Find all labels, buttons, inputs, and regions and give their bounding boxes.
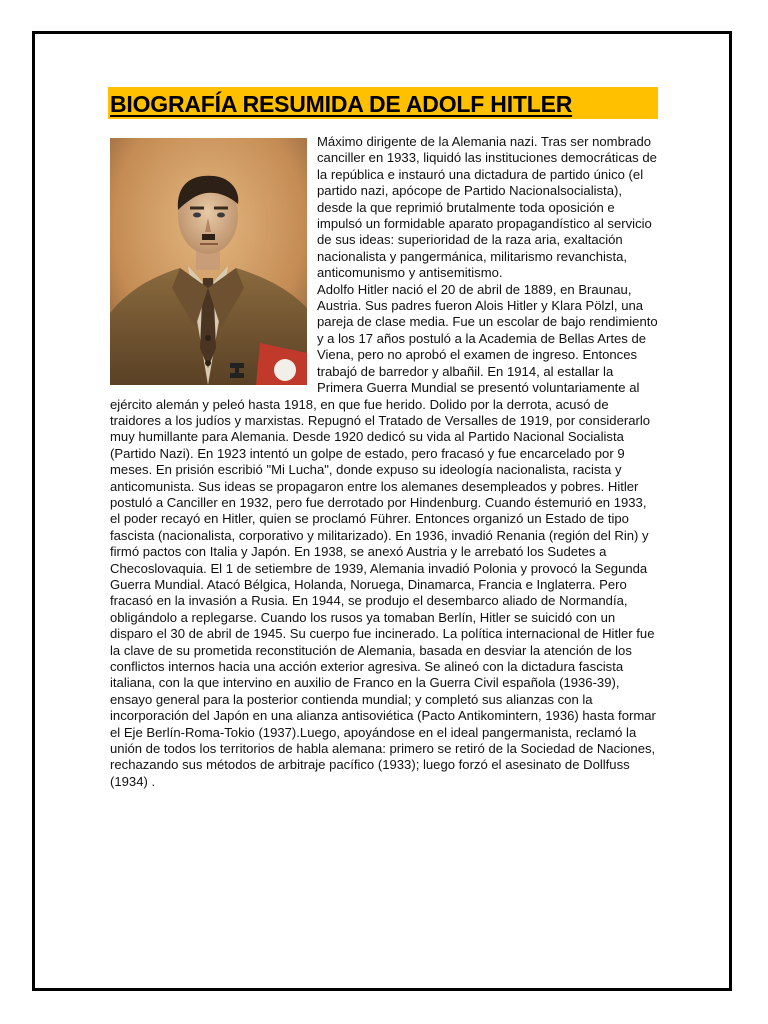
paragraph-biography: Adolfo Hitler nació el 20 de abril de 1889, en Braunau, Austria. Sus padres fueron Alois Hitler y Klara Pölzl, una pareja de clase media. Fue un escolar de bajo rendimiento y a los 17 años postuló a la Academia de Bellas Artes de Viena, pero no aprobó el examen de ingreso. Entonces trabajó de barredor y albañil. En 1914, al estallar la Primera Guerra Mundial se presentó voluntariamente al ejército alemán y peleó hasta 1918, en que fue herido. Dolido por la derrota, acusó de traidores a los judíos y marxistas. Repugnó el Tratado de Versalles de 1919, por considerarlo muy humillante para Alemania. Desde 1920 dedicó su vida al Partido Nacional Socialista (Partido Nazi). En 1923 intentó un golpe de estado, pero fracasó y fue encarcelado por 9 meses. En prisión escribió "Mi Lucha", donde expuso su ideología nacionalista, racista y anticomunista. Sus ideas se propagaron entre los alemanes desempleados y pobres. Hitler postuló a Canciller en 1932, pero fue derrotado por Hindenburg. Cuando éstemurió en 1933, el poder recayó en Hitler, quien se proclamó Führer. Entonces organizó un Estado de tipo fascista (nacionalista, corporativo y militarizado). En 1936, invadió Renania (región del Rin) y firmó pactos con Italia y Japón. En 1938, se anexó Austria y le arrebató los Sudetes a Checoslovaquia. El 1 de setiembre de 1939, Alemania invadió Polonia y provocó la Segunda Guerra Mundial. Atacó Bélgica, Holanda, Noruega, Dinamarca, Francia e Inglaterra. Pero fracasó en la invasión a Rusia. En 1944, se produjo el desembarco aliado de Normandía, obligándolo a replegarse. Cuando los rusos ya tomaban Berlín, Hitler se suicidó con un disparo el 30 de abril de 1945. Su cuerpo fue incinerado. La política internacional de Hitler fue la clave de su prometida reconstitución de Alemania, basada en desviar la atención de los conflictos internos hacia una acción exterior agresiva. Se alineó con la dictadura fascista italiana, con la que intervino en auxilio de Franco en la Guerra Civil española (1936-39), ensayo general para la posterior contienda mundial; y completó sus alianzas con la incorporación del Japón en una alianza antisoviética (Pacto Antikomintern, 1936) hasta formar el Eje Berlín-Roma-Tokio (1937).Luego, apoyándose en el ideal pangermanista, reclamó la unión de todos los territorios de habla alemana: primero se retiró de la Sociedad de Naciones, rechazando sus métodos de arbitraje pacífico (1933); luego forzó el asesinato de Dollfuss (1934) . xyxy=(110,281,658,789)
portrait-spacer xyxy=(110,134,317,384)
page-title: BIOGRAFÍA RESUMIDA DE ADOLF HITLER xyxy=(110,91,573,117)
body-text xyxy=(110,134,658,790)
paragraph-intro: Máximo dirigente de la Alemania nazi. Tras ser nombrado canciller en 1933, liquidó las instituciones democráticas de la república e instauró una dictadura de partido único (el partido nazi, apócope de Partido Nacionalsocialista), desde la que reprimió brutalmente toda oposición e impulsó un formidable aparato propagandístico al servicio de sus ideas: superioridad de la raza aria, exaltación nacionalista y pangermánica, militarismo revanchista, anticomunismo y antisemitismo. xyxy=(317,134,657,281)
